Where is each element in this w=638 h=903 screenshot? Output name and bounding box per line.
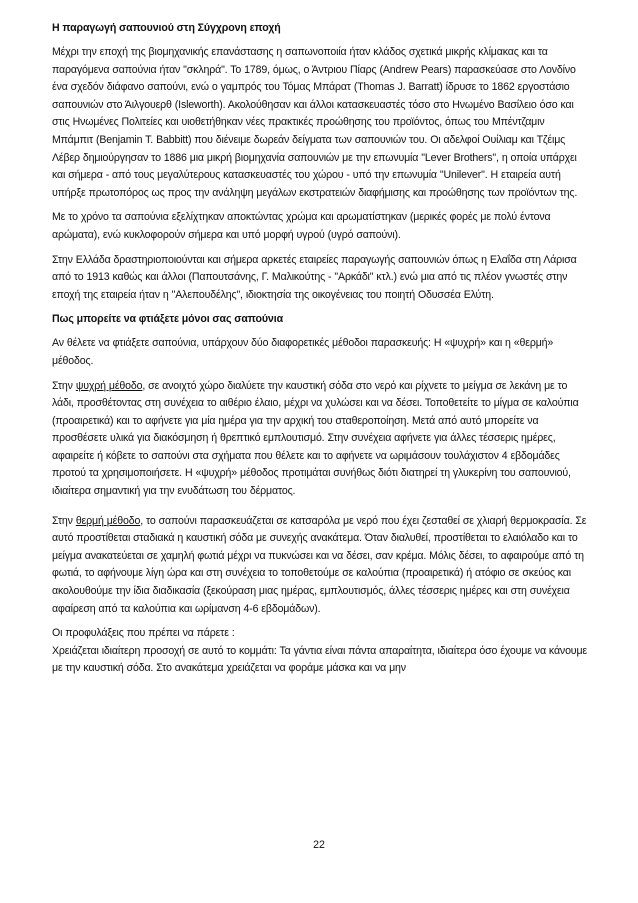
paragraph-colors-scents: Με το χρόνο τα σαπούνια εξελίχτηκαν αποκτώντας χρώμα και αρωματίστηκαν (μερικές φορές με πολύ έντονα αρώματα), ενώ κυκλοφορούν σήμερα και υπό μορφή υγρού (υγρό σαπούνι). (52, 211, 551, 241)
paragraph-methods-intro: Αν θέλετε να φτιάξετε σαπούνια, υπάρχουν δύο διαφορετικές μέθοδοι παρασκευής: Η «ψυχρή» και η «θερμή» μέθοδος. (52, 337, 554, 367)
hot-method-prefix: Στην (52, 514, 76, 527)
paragraph-greek-companies: Στην Ελλάδα δραστηριοποιούνται και σήμερα αρκετές εταιρείες παραγωγής σαπουνιών όπως η Ελαΐδα στη Λάρισα από το 1913 καθώς και άλλοι (Παπουτσάνης, Γ. Μαλικούτης - "Αρκάδι" κτλ.) ενώ μια από τις πλέον γνωστές στην εποχή της εταιρεία ήταν η "Αλεπουδέλης", ιδιοκτησία της οικογένειας του ποιητή Οδυσσέα Ελύτη. (52, 253, 577, 301)
hot-method-text: , το σαπούνι παρασκευάζεται σε κατσαρόλα με νερό που έχει ζεσταθεί σε χλιαρή θερμοκρασία. Σε αυτό προστίθεται σταδιακά η καυστική σόδα με συνεχής ανακάτεμα. Όταν διαλυθεί, προστίθεται το ελαιόλαδο και το μείγμα ανακατεύεται σε χαμηλή φωτιά μέχρι να πυκνώσει και να δέσει, σαν κρέμα. Μόλις δέσει, το αφαιρούμε από τη φωτιά, το αφήνουμε λίγη ώρα και στη συνέχεια το τοποθετούμε σε καλούπια (προαιρετικά) ή ατόφιο σε σκεύος και ακολουθούμε την ίδια διαδικασία (ξεκούραση μιας ημέρας, εμπλουτισμός, άλλες τέσσερις ημέρες και στη συνέχεια αφαίρεση από τα καλούπια και ωρίμανση 4-6 εβδομάδων). (52, 514, 587, 615)
cold-method-text: , σε ανοιχτό χώρο διαλύετε την καυστική σόδα στο νερό και ρίχνετε το μείγμα σε λεκάνη με το λάδι, προσθέτοντας στη συνέχεια το αιθέριο έλαιο, μέχρι να χυλώσει και να δέσει. Τοποθετείτε το μίγμα σε καλούπια (προαιρετικά) και το αφήνετε για μία ημέρα για την αρχική του σταθεροποίηση. Μετά από αυτό μπορείτε να προσθέσετε υλικά για διακόσμηση ή θρεπτικό εμπλουτισμό. Στην συνέχεια αφήνετε για άλλες τέσσερις ημέρες, αφαιρείτε ή κόβετε το σαπούνι στα σχήματα που θέλετε και το αφήνετε να ωριμάσουν τουλάχιστον 4 εβδομάδες προτού τα χρησιμοποιήσετε. Η «ψυχρή» μέθοδος προτιμάται συνήθως διότι διατηρεί τη γλυκερίνη του σαπουνιού, ιδιαίτερα σημαντική για την ενυδάτωση του δέρματος. (52, 379, 579, 498)
paragraph-industrial-history: Μέχρι την εποχή της βιομηχανικής επανάστασης η σαπωνοποιία ήταν κλάδος σχετικά μικρής κλίμακας και τα παραγόμενα σαπούνια ήταν "σκληρά". Το 1789, όμως, ο Άντριου Πίαρς (Andrew Pears) παρασκεύασε στο Λονδίνο ένα σχεδόν διάφανο σαπούνι, ενώ ο γαμπρός του Τόμας Μπάρατ (Thomas J. Barratt) ίδρυσε το 1862 εργοστάσιο σαπουνιών στο Άιλγουερθ (Isleworth). Ακολούθησαν και άλλοι κατασκευαστές τόσο στο Ηνωμένο Βασίλειο όσο και στις Ηνωμένες Πολιτείες και υιοθετήθηκαν νέες πρακτικές προώθησης του προϊόντος, όπως του Μπέντζαμιν Μπάμπιτ (Benjamin T. Babbitt) που διένειμε δωρεάν δείγματα των σαπουνιών του. Οι αδελφοί Ουίλιαμ και Τζέιμς Λέβερ δημιούργησαν το 1886 μια μικρή βιομηχανία σαπουνιών με την επωνυμία "Lever Brothers", η οποία υπάρχει και σήμερα - από τους μεγαλύτερους κατασκευαστές του χώρου - υπό την επωνυμία "Unilever". Η εταιρεία αυτή υπήρξε πρωτοπόρος ως προς την ανάληψη μεγάλων εκστρατειών διαφήμισης και προώθησης των προϊόντων της. (52, 46, 578, 199)
section-heading-make-your-own-soap: Πως μπορείτε να φτιάξετε μόνοι σας σαπούνια (52, 313, 283, 326)
document-page (52, 20, 588, 685)
cold-method-prefix: Στην (52, 379, 76, 392)
section-heading-modern-soap-production: Η παραγωγή σαπουνιού στη Σύγχρονη εποχή (52, 22, 281, 34)
hot-method-term: θερμή μέθοδο (75, 514, 141, 527)
paragraph-precautions: Χρειάζεται ιδιαίτερη προσοχή σε αυτό το κομμάτι: Τα γάντια είναι πάντα απαραίτητα, ιδιαίτερα όσο έχουμε να κάνουμε με την καυστική σόδα. Στο ανακάτεμα χρειάζεται να φοράμε μάσκα και να μην (52, 644, 587, 675)
precautions-title: Οι προφυλάξεις που πρέπει να πάρετε : (52, 627, 235, 640)
page-number: 22 (313, 839, 325, 851)
cold-method-term: ψυχρή μέθοδο (75, 379, 143, 392)
paragraph-cold-method (52, 378, 588, 501)
paragraph-hot-method (52, 513, 588, 619)
